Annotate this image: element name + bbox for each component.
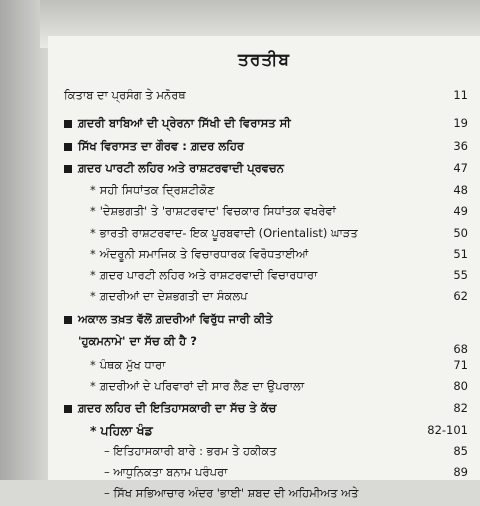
asterisk-icon: * xyxy=(90,183,96,197)
toc-entry-label: ਗ਼ਦਰੀ ਬਾਬਿਆਂ ਦੀ ਪ੍ਰੇਰਨਾ ਸਿੱਖੀ ਦੀ ਵਿਰਾਸਤ ਸੀ xyxy=(78,116,291,130)
toc-subsubentry: – ਆਧੁਨਿਕਤਾ ਬਨਾਮ ਪਰੰਪਰਾ 89 xyxy=(104,465,468,479)
toc-entry-page: 19 xyxy=(453,116,468,130)
toc-subsubentry: – ਸਿੱਖ ਸਭਿਆਚਾਰ ਅੰਦਰ 'ਭਾਈ' ਸ਼ਬਦ ਦੀ ਅਹਿਮੀਅਤ ਅਤੇ xyxy=(104,486,359,500)
toc-entry xyxy=(48,88,468,108)
toc-entry-label: ਭਾਰਤੀ ਰਾਸ਼ਟਰਵਾਦ- ਇਕ ਪੂਰਬਵਾਦੀ (Orientalist) ਘਾੜਤ xyxy=(99,226,358,240)
toc-entry-label: ਕਿਤਾਬ ਦਾ ਪ੍ਰਸੰਗ ਤੇ ਮਨੋਰਥ xyxy=(64,88,186,102)
toc-entry-continued xyxy=(48,334,468,354)
toc-entry-label: 'ਦੇਸ਼ਭਗਤੀ' ਤੇ 'ਰਾਸ਼ਟਰਵਾਦ' ਵਿਚਕਾਰ ਸਿਧਾਂਤਕ ਵਖਰੇਵਾਂ xyxy=(99,204,336,218)
toc-entry-label: ਸਿੱਖ ਸਭਿਆਚਾਰ ਅੰਦਰ 'ਭਾਈ' ਸ਼ਬਦ ਦੀ ਅਹਿਮੀਅਤ ਅਤੇ xyxy=(113,486,359,500)
asterisk-icon: * xyxy=(90,358,96,372)
toc-subentry xyxy=(48,289,468,309)
toc-entry-label: 'ਹੁਕਮਨਾਮੇ' ਦਾ ਸੱਚ ਕੀ ਹੈ ? xyxy=(78,334,197,348)
toc-entry-page: 36 xyxy=(453,139,468,153)
toc-subentry xyxy=(48,226,468,246)
toc-entry-page: 51 xyxy=(453,247,468,261)
toc-entry-page: 68 xyxy=(453,342,468,356)
toc-entry-page: 50 xyxy=(453,226,468,240)
toc-entry xyxy=(48,139,468,159)
square-bullet-icon xyxy=(64,316,72,324)
square-bullet-icon xyxy=(64,165,72,173)
asterisk-icon: * xyxy=(90,226,96,240)
toc-entry-label: ਅੰਦਰੂਨੀ ਸਮਾਜਿਕ ਤੇ ਵਿਚਾਰਧਾਰਕ ਵਿਰੋਧਤਾਈਆਂ xyxy=(99,247,309,261)
toc-entry-page: 89 xyxy=(453,465,468,479)
toc-entry-label: ਪੰਥਕ ਮੁੱਖ ਧਾਰਾ xyxy=(99,358,166,372)
toc-subentry xyxy=(48,183,468,203)
square-bullet-icon xyxy=(64,405,72,413)
toc-entry-label: ਗ਼ਦਰੀਆਂ ਦਾ ਦੇਸ਼ਭਗਤੀ ਦਾ ਸੰਕਲਪ xyxy=(99,289,248,303)
toc-entry xyxy=(48,312,468,332)
toc-entry xyxy=(48,161,468,181)
toc-entry xyxy=(48,116,468,136)
toc-entry-page: 49 xyxy=(453,204,468,218)
toc-entry-page: 47 xyxy=(453,161,468,175)
toc-entry-label: ਗ਼ਦਰ ਲਹਿਰ ਦੀ ਇਤਿਹਾਸਕਾਰੀ ਦਾ ਸੱਚ ਤੇ ਕੱਚ xyxy=(78,401,277,415)
toc-entry-label: ਸਿੱਖ ਵਿਰਾਸਤ ਦਾ ਗੌਰਵ : ਗ਼ਦਰ ਲਹਿਰ xyxy=(78,139,245,153)
toc-entry-label: ਪਹਿਲਾ ਖੰਡ xyxy=(100,423,153,438)
binding-shadow xyxy=(0,0,48,480)
toc-subentry xyxy=(48,358,468,378)
toc-entry-label: ਗ਼ਦਰ ਪਾਰਟੀ ਲਹਿਰ ਅਤੇ ਰਾਸ਼ਟਰਵਾਦੀ ਪ੍ਰਵਚਨ xyxy=(78,161,284,175)
toc-entry-label: ਅਕਾਲ ਤਖ਼ਤ ਵੱਲੋਂ ਗ਼ਦਰੀਆਂ ਵਿਰੁੱਧ ਜਾਰੀ ਕੀਤੇ xyxy=(78,312,273,326)
toc-subentry xyxy=(48,423,468,443)
toc-subentry xyxy=(48,247,468,267)
contents-page xyxy=(48,36,480,500)
toc-entry-page: 82 xyxy=(453,401,468,415)
asterisk-icon: * xyxy=(90,423,97,438)
toc-entry-page: 11 xyxy=(453,88,468,102)
toc-subsubentry: – ਇਤਿਹਾਸਕਾਰੀ ਬਾਰੇ : ਭਰਮ ਤੇ ਹਕੀਕਤ 85 xyxy=(104,444,468,458)
toc-subentry xyxy=(48,268,468,288)
asterisk-icon: * xyxy=(90,268,96,282)
toc-entry-label: ਇਤਿਹਾਸਕਾਰੀ ਬਾਰੇ : ਭਰਮ ਤੇ ਹਕੀਕਤ xyxy=(113,444,277,458)
toc-entry-page: 80 xyxy=(453,379,468,393)
toc-entry-label: ਆਧੁਨਿਕਤਾ ਬਨਾਮ ਪਰੰਪਰਾ xyxy=(113,465,228,479)
asterisk-icon: * xyxy=(90,289,96,303)
asterisk-icon: * xyxy=(90,204,96,218)
toc-entry-label: ਗ਼ਦਰੀਆਂ ਦੇ ਪਰਿਵਾਰਾਂ ਦੀ ਸਾਰ ਲੈਣ ਦਾ ਉਪਰਾਲਾ xyxy=(99,379,305,393)
asterisk-icon: * xyxy=(90,247,96,261)
toc-entry xyxy=(48,401,468,421)
toc-entry-page: 62 xyxy=(453,289,468,303)
toc-entry-label: ਸਹੀ ਸਿਧਾਂਤਕ ਦ੍ਰਿਸ਼ਟੀਕੋਣ xyxy=(99,183,215,197)
toc-subentry xyxy=(48,204,468,224)
asterisk-icon: * xyxy=(90,379,96,393)
toc-subentry xyxy=(48,379,468,399)
toc-entry-page: 71 xyxy=(453,358,468,372)
toc-entry-page: 55 xyxy=(453,268,468,282)
toc-entry-page: 82-101 xyxy=(427,423,468,437)
square-bullet-icon xyxy=(64,120,72,128)
page-title: ਤਰਤੀਬ xyxy=(237,50,291,70)
toc-entry-page: 85 xyxy=(453,444,468,458)
toc-entry-label: ਗ਼ਦਰ ਪਾਰਟੀ ਲਹਿਰ ਅਤੇ ਰਾਸ਼ਟਰਵਾਦੀ ਵਿਚਾਰਧਾਰਾ xyxy=(99,268,318,282)
square-bullet-icon xyxy=(64,143,72,151)
toc-entry-page: 48 xyxy=(453,183,468,197)
